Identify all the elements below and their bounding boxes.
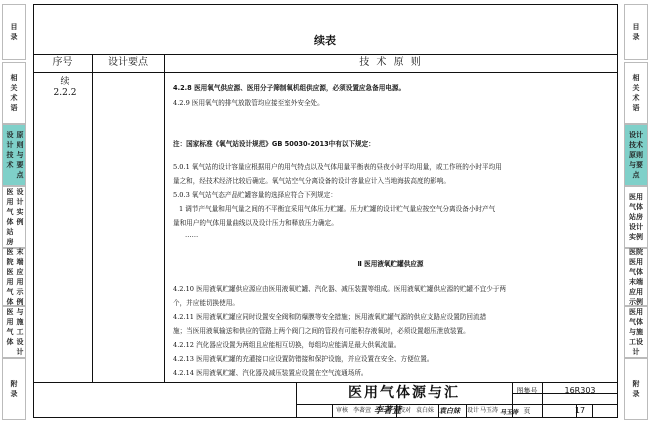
header-number: 序号 (52, 57, 73, 68)
tab-label: 医用气体站房设计实例 (629, 193, 643, 241)
right-tab-station-examples[interactable] (624, 186, 648, 248)
table-caption: 续表 (314, 34, 336, 47)
right-tab-construction[interactable] (624, 306, 648, 358)
grid-line (164, 54, 165, 382)
text-line: 个，并应能切换使用。 (173, 299, 239, 307)
drawing-title: 医用气体源与汇 (348, 385, 460, 401)
review-label: 审核 (335, 407, 348, 414)
design-label: 设计 (466, 407, 479, 414)
text-line: 5.0.1 氧气站的设计容量应根据用户的用气特点以及气体用量平衡表的昼夜小时平均用量，或工作班的小时平均用 (173, 163, 502, 171)
clause-number (47, 77, 83, 99)
text-line: 量之和，经技术经济比较后确定。氧气站空气分离设备的设计容量应计入当地海拔高度的影响。 (173, 177, 450, 185)
section-heading: Ⅱ 医用液氧贮罐供应源 (357, 260, 424, 268)
tab-label: 相关术语 (632, 74, 640, 112)
checker-signature: 袁白妹 (439, 406, 460, 415)
text-line: 4.2.11 医用液氧贮罐应同时设置安全阀和防爆膜等安全措施；医用液氧贮罐气源的供应支路应设置防回流措 (173, 313, 487, 321)
clause-prefix: 续 (60, 77, 70, 87)
right-side-nav (622, 0, 650, 424)
tab-label-column: 医用气体 (6, 308, 14, 346)
tab-label-column: 与施工设计 (16, 308, 24, 356)
tab-label (4, 187, 24, 247)
text-line: 施；当医用液氧输送和供应的管路上两个阀门之间的管段有可能积存液氧时，必须设置超压泄放装置。 (173, 327, 470, 335)
left-side-nav (0, 0, 28, 424)
text-line: …… (185, 231, 199, 239)
page-label: 页 (523, 407, 531, 415)
left-tab-design-principles[interactable] (2, 124, 26, 186)
left-tab-station-examples[interactable] (2, 186, 26, 248)
check-label: 校对 (398, 407, 411, 414)
right-tab-terms[interactable] (624, 62, 648, 124)
text-line: 注：国家标准《氧气站设计规范》GB 50030-2013中有以下规定： (173, 140, 375, 148)
tab-label: 相关术语 (10, 74, 18, 112)
text-line: 4.2.14 医用液氧贮罐、汽化器及减压装置应设置在空气流通场所。 (173, 369, 368, 377)
tab-label-column: 医院医用气体 (6, 248, 14, 306)
text-line: 4.2.8 医用氧气供应源、医用分子筛制氧机组供应源，必须设置应急备用电源。 (173, 84, 406, 92)
left-tab-appendix[interactable] (2, 358, 26, 420)
atlas-number: 16R303 (564, 386, 596, 395)
grid-line (92, 54, 93, 382)
page-number: 17 (574, 406, 586, 415)
tab-label-column: 原则与要点 (16, 131, 24, 179)
tab-label: 附录 (632, 380, 640, 398)
text-line: 1 调节产气量和用气量之间的不平衡宜采用气体压力贮罐。压力贮罐的设计贮气量应按空气分离设备小时产气 (179, 205, 496, 213)
reviewer-signature: 李著萱 (374, 406, 402, 416)
text-line: 4.2.10 医用液氧贮罐供应源应由医用液氧贮罐、汽化器、减压装置等组成。医用液氧贮罐供应源的贮罐不宜少于两 (173, 285, 506, 293)
tab-label-column: 末端应用示例 (16, 248, 24, 306)
tab-label (4, 307, 24, 357)
text-line: 量和用户的气体用量曲线以及设计压力和释放压力确定。 (173, 219, 338, 227)
checker-name: 袁白妹 (415, 407, 434, 414)
left-tab-terminal-examples[interactable] (2, 248, 26, 306)
header-principles: 技 术 原 则 (359, 57, 423, 68)
tab-label: 目录 (10, 23, 18, 41)
tab-label (4, 130, 24, 180)
text-line: 4.2.13 医用液氧贮罐的充灌接口应设置防错接和保护设施，并应设置在安全、方便位置。 (173, 355, 434, 363)
designer-signature: 马玉涛 (500, 409, 519, 416)
tab-label: 目录 (632, 23, 640, 41)
tab-label: 设计技术原则与要点 (629, 131, 643, 179)
text-line: 4.2.12 汽化器应设置为两组且应能相互切换，每组均应能满足最大供氧流量。 (173, 341, 401, 349)
tab-label-column: 医用气体站房 (6, 188, 14, 246)
right-tab-terminal-examples[interactable] (624, 248, 648, 306)
right-tab-design-principles[interactable] (624, 124, 648, 186)
text-line: 4.2.9 医用氧气的排气放散管均应接至室外安全处。 (173, 99, 324, 107)
left-tab-terms[interactable] (2, 62, 26, 124)
header-key-points: 设计要点 (108, 57, 148, 68)
atlas-label: 图集号 (516, 387, 538, 395)
reviewer-name: 李著萱 (352, 407, 371, 414)
tab-label-column: 设计技术 (6, 131, 14, 169)
tab-label (4, 247, 24, 307)
right-tab-appendix[interactable] (624, 358, 648, 420)
tab-label: 医院医用气体末端应用示例 (629, 248, 643, 306)
tab-label-column: 设计实例 (16, 188, 24, 226)
clause-id: 2.2.2 (53, 88, 77, 98)
grid-line (33, 72, 618, 73)
text-line: 5.0.3 氧气站气态产品贮罐容量的选择应符合下列规定： (173, 191, 337, 199)
left-tab-construction[interactable] (2, 306, 26, 358)
tab-label: 附录 (10, 380, 18, 398)
title-block (296, 382, 618, 418)
tab-label: 医用气体与施工设计 (629, 308, 643, 356)
designer-name: 马玉涛 (479, 407, 498, 414)
